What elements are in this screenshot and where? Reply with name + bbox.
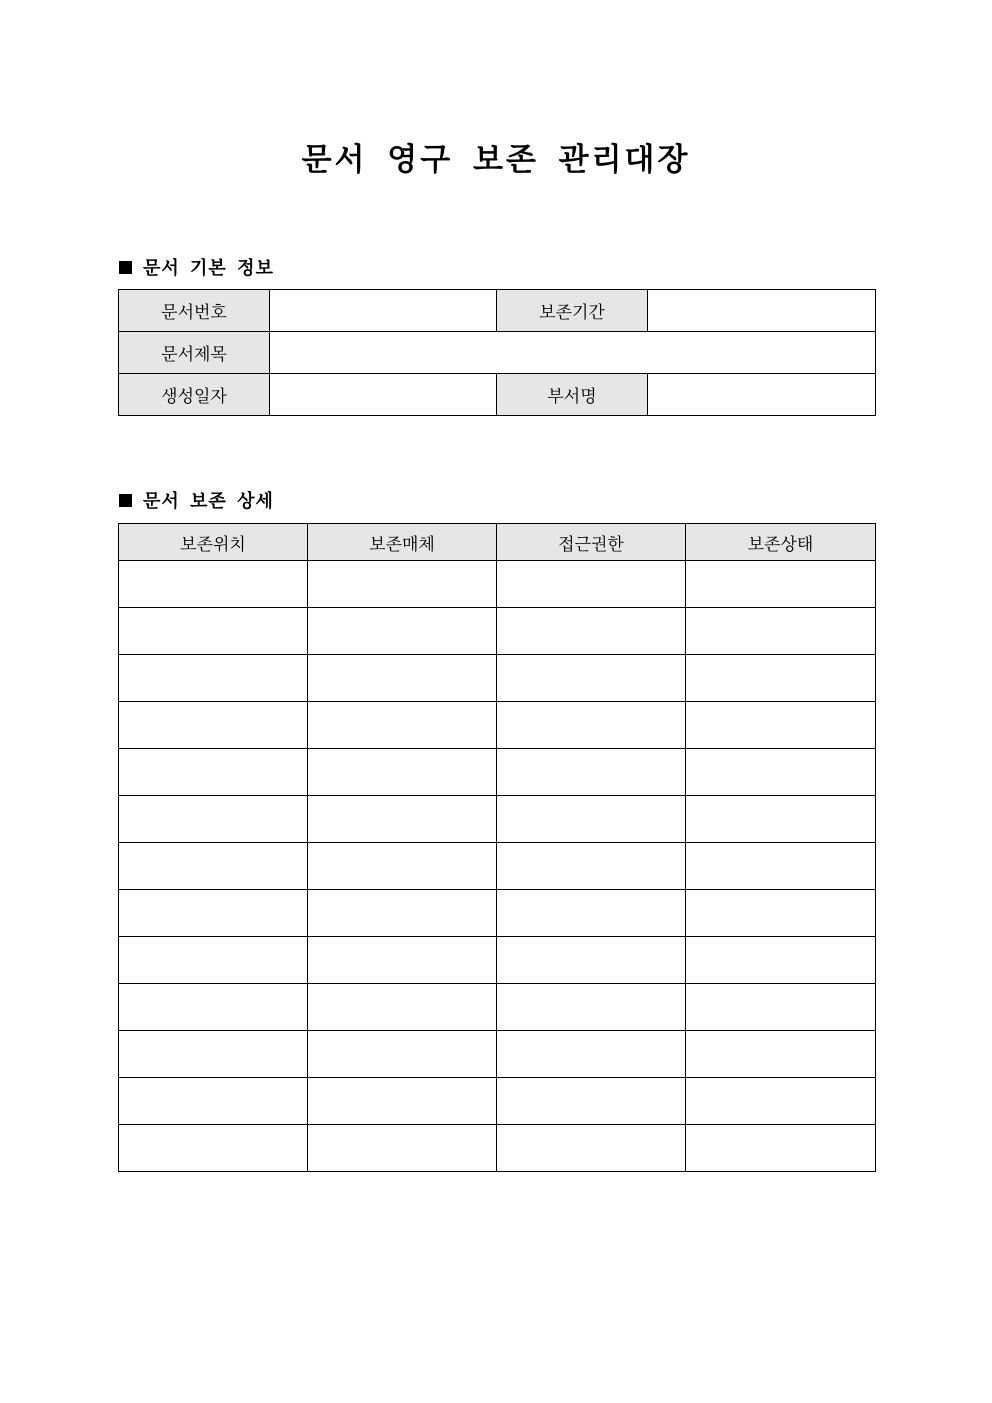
medium-cell[interactable] [308, 702, 497, 749]
created-date-field[interactable] [270, 374, 497, 416]
medium-cell[interactable] [308, 1078, 497, 1125]
column-header-access: 접근권한 [497, 524, 686, 561]
column-header-location: 보존위치 [119, 524, 308, 561]
medium-cell[interactable] [308, 608, 497, 655]
table-row [119, 608, 876, 655]
location-cell[interactable] [119, 1125, 308, 1172]
medium-cell[interactable] [308, 843, 497, 890]
basic-info-heading [119, 254, 274, 280]
access-cell[interactable] [497, 1125, 686, 1172]
retention-detail-heading-text: 문서 보존 상세 [143, 491, 274, 512]
status-cell[interactable] [686, 561, 876, 608]
access-cell[interactable] [497, 749, 686, 796]
table-row [119, 937, 876, 984]
access-cell[interactable] [497, 608, 686, 655]
doc-title-label: 문서제목 [119, 332, 270, 374]
department-label: 부서명 [497, 374, 648, 416]
retention-period-field[interactable] [648, 290, 876, 332]
location-cell[interactable] [119, 1078, 308, 1125]
square-bullet-icon [119, 261, 132, 274]
status-cell[interactable] [686, 937, 876, 984]
status-cell[interactable] [686, 1031, 876, 1078]
table-row [119, 655, 876, 702]
medium-cell[interactable] [308, 890, 497, 937]
location-cell[interactable] [119, 655, 308, 702]
retention-detail-table [118, 523, 876, 1172]
status-cell[interactable] [686, 655, 876, 702]
medium-cell[interactable] [308, 984, 497, 1031]
square-bullet-icon [119, 494, 132, 507]
doc-number-field[interactable] [270, 290, 497, 332]
medium-cell[interactable] [308, 1125, 497, 1172]
access-cell[interactable] [497, 561, 686, 608]
table-row [119, 749, 876, 796]
access-cell[interactable] [497, 1078, 686, 1125]
status-cell[interactable] [686, 843, 876, 890]
status-cell[interactable] [686, 749, 876, 796]
status-cell[interactable] [686, 890, 876, 937]
location-cell[interactable] [119, 937, 308, 984]
doc-title-field[interactable] [270, 332, 876, 374]
medium-cell[interactable] [308, 561, 497, 608]
page-title: 문서 영구 보존 관리대장 [301, 142, 691, 178]
location-cell[interactable] [119, 984, 308, 1031]
location-cell[interactable] [119, 561, 308, 608]
status-cell[interactable] [686, 1078, 876, 1125]
location-cell[interactable] [119, 608, 308, 655]
medium-cell[interactable] [308, 1031, 497, 1078]
location-cell[interactable] [119, 890, 308, 937]
location-cell[interactable] [119, 796, 308, 843]
column-header-status: 보존상태 [686, 524, 876, 561]
doc-number-label: 문서번호 [119, 290, 270, 332]
location-cell[interactable] [119, 1031, 308, 1078]
access-cell[interactable] [497, 796, 686, 843]
table-row [119, 843, 876, 890]
access-cell[interactable] [497, 984, 686, 1031]
basic-info-table [118, 289, 876, 416]
medium-cell[interactable] [308, 749, 497, 796]
table-row [119, 1078, 876, 1125]
table-row [119, 984, 876, 1031]
location-cell[interactable] [119, 843, 308, 890]
medium-cell[interactable] [308, 655, 497, 702]
table-row [119, 890, 876, 937]
column-header-medium: 보존매체 [308, 524, 497, 561]
retention-detail-heading [119, 487, 274, 513]
access-cell[interactable] [497, 890, 686, 937]
access-cell[interactable] [497, 655, 686, 702]
basic-info-heading-text: 문서 기본 정보 [143, 258, 274, 279]
table-row [119, 561, 876, 608]
access-cell[interactable] [497, 937, 686, 984]
status-cell[interactable] [686, 608, 876, 655]
access-cell[interactable] [497, 843, 686, 890]
access-cell[interactable] [497, 702, 686, 749]
medium-cell[interactable] [308, 796, 497, 843]
table-row [119, 1125, 876, 1172]
table-row [119, 1031, 876, 1078]
location-cell[interactable] [119, 749, 308, 796]
table-row [119, 702, 876, 749]
status-cell[interactable] [686, 702, 876, 749]
status-cell[interactable] [686, 1125, 876, 1172]
created-date-label: 생성일자 [119, 374, 270, 416]
retention-period-label: 보존기간 [497, 290, 648, 332]
access-cell[interactable] [497, 1031, 686, 1078]
medium-cell[interactable] [308, 937, 497, 984]
status-cell[interactable] [686, 796, 876, 843]
location-cell[interactable] [119, 702, 308, 749]
department-field[interactable] [648, 374, 876, 416]
table-row [119, 796, 876, 843]
status-cell[interactable] [686, 984, 876, 1031]
